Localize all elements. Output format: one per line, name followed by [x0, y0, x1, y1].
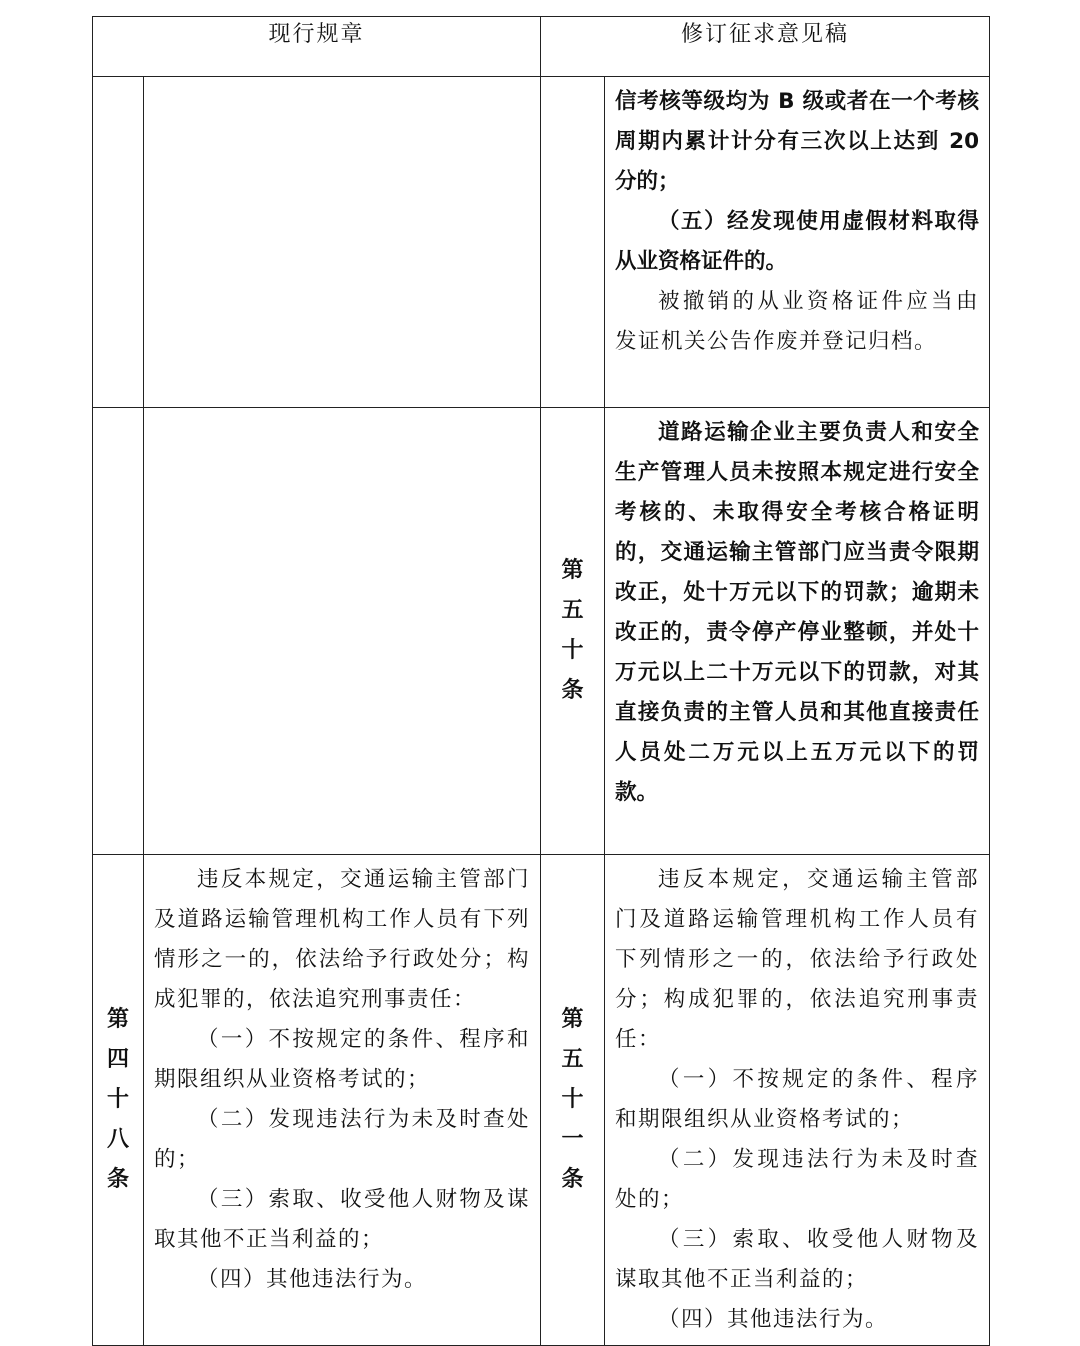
- article-char: 十: [106, 1087, 129, 1112]
- article-char: 条: [106, 1167, 129, 1192]
- left-article-cell: [93, 77, 144, 408]
- header-row: [93, 17, 990, 77]
- left-text-cell: [144, 77, 541, 408]
- article-char: 五: [561, 598, 584, 623]
- right-article-number: [541, 855, 605, 1346]
- left-article-number: [93, 855, 144, 1346]
- paragraph: 违反本规定，交通运输主管部门及道路运输管理机构工作人员有下列情形之一的，依法给予行政处分；构成犯罪的，依法追究刑事责任：: [615, 867, 980, 1052]
- article-char: 条: [561, 678, 584, 703]
- right-text-cell: [605, 855, 990, 1346]
- paragraph: （四）其他违法行为。: [658, 1307, 889, 1332]
- article-char: 第: [106, 1007, 129, 1032]
- paragraph: 被撤销的从业资格证件应当由发证机关公告作废并登记归档。: [615, 289, 980, 354]
- article-char: 四: [106, 1047, 129, 1072]
- header-current-regulation: 现行规章: [93, 17, 541, 77]
- paragraph: 信考核等级均为 B 级或者在一个考核周期内累计计分有三次以上达到 20 分的；: [615, 89, 980, 194]
- paragraph: （三）索取、收受他人财物及谋取其他不正当利益的；: [615, 1227, 980, 1292]
- paragraph: （二）发现违法行为未及时查处的；: [154, 1107, 531, 1172]
- article-char: 一: [561, 1127, 584, 1152]
- paragraph: （三）索取、收受他人财物及谋取其他不正当利益的；: [154, 1187, 531, 1252]
- header-revision-draft: 修订征求意见稿: [541, 17, 990, 77]
- comparison-table: [92, 16, 990, 1346]
- right-article-number: [541, 408, 605, 855]
- article-char: 八: [106, 1127, 129, 1152]
- table-row: [93, 855, 990, 1346]
- article-char: 五: [561, 1047, 584, 1072]
- left-text-cell: [144, 855, 541, 1346]
- article-char: 第: [561, 558, 584, 583]
- table-row: [93, 77, 990, 408]
- paragraph: （二）发现违法行为未及时查处的；: [615, 1147, 980, 1212]
- article-char: 十: [561, 1087, 584, 1112]
- paragraph: 道路运输企业主要负责人和安全生产管理人员未按照本规定进行安全考核的、未取得安全考核合格证明的，交通运输主管部门应当责令限期改正，处十万元以下的罚款；逾期未改正的，责令停产停业整顿，并处十万元以上二十万元以下的罚款，对其直接负责的主管人员和其他直接责任人员处二万元以上五万元以下的罚款。: [615, 420, 980, 805]
- paragraph: （五）经发现使用虚假材料取得从业资格证件的。: [615, 209, 980, 274]
- right-text-cell: [605, 408, 990, 855]
- paragraph: 违反本规定，交通运输主管部门及道路运输管理机构工作人员有下列情形之一的，依法给予行政处分；构成犯罪的，依法追究刑事责任：: [154, 867, 531, 1012]
- article-char: 第: [561, 1007, 584, 1032]
- right-article-cell: [541, 77, 605, 408]
- paragraph: （四）其他违法行为。: [197, 1267, 428, 1292]
- left-text-cell: [144, 408, 541, 855]
- article-char: 条: [561, 1167, 584, 1192]
- article-char: 十: [561, 638, 584, 663]
- paragraph: （一）不按规定的条件、程序和期限组织从业资格考试的；: [154, 1027, 531, 1092]
- left-article-cell: [93, 408, 144, 855]
- right-text-cell: [605, 77, 990, 408]
- paragraph: （一）不按规定的条件、程序和期限组织从业资格考试的；: [615, 1067, 980, 1132]
- table-row: [93, 408, 990, 855]
